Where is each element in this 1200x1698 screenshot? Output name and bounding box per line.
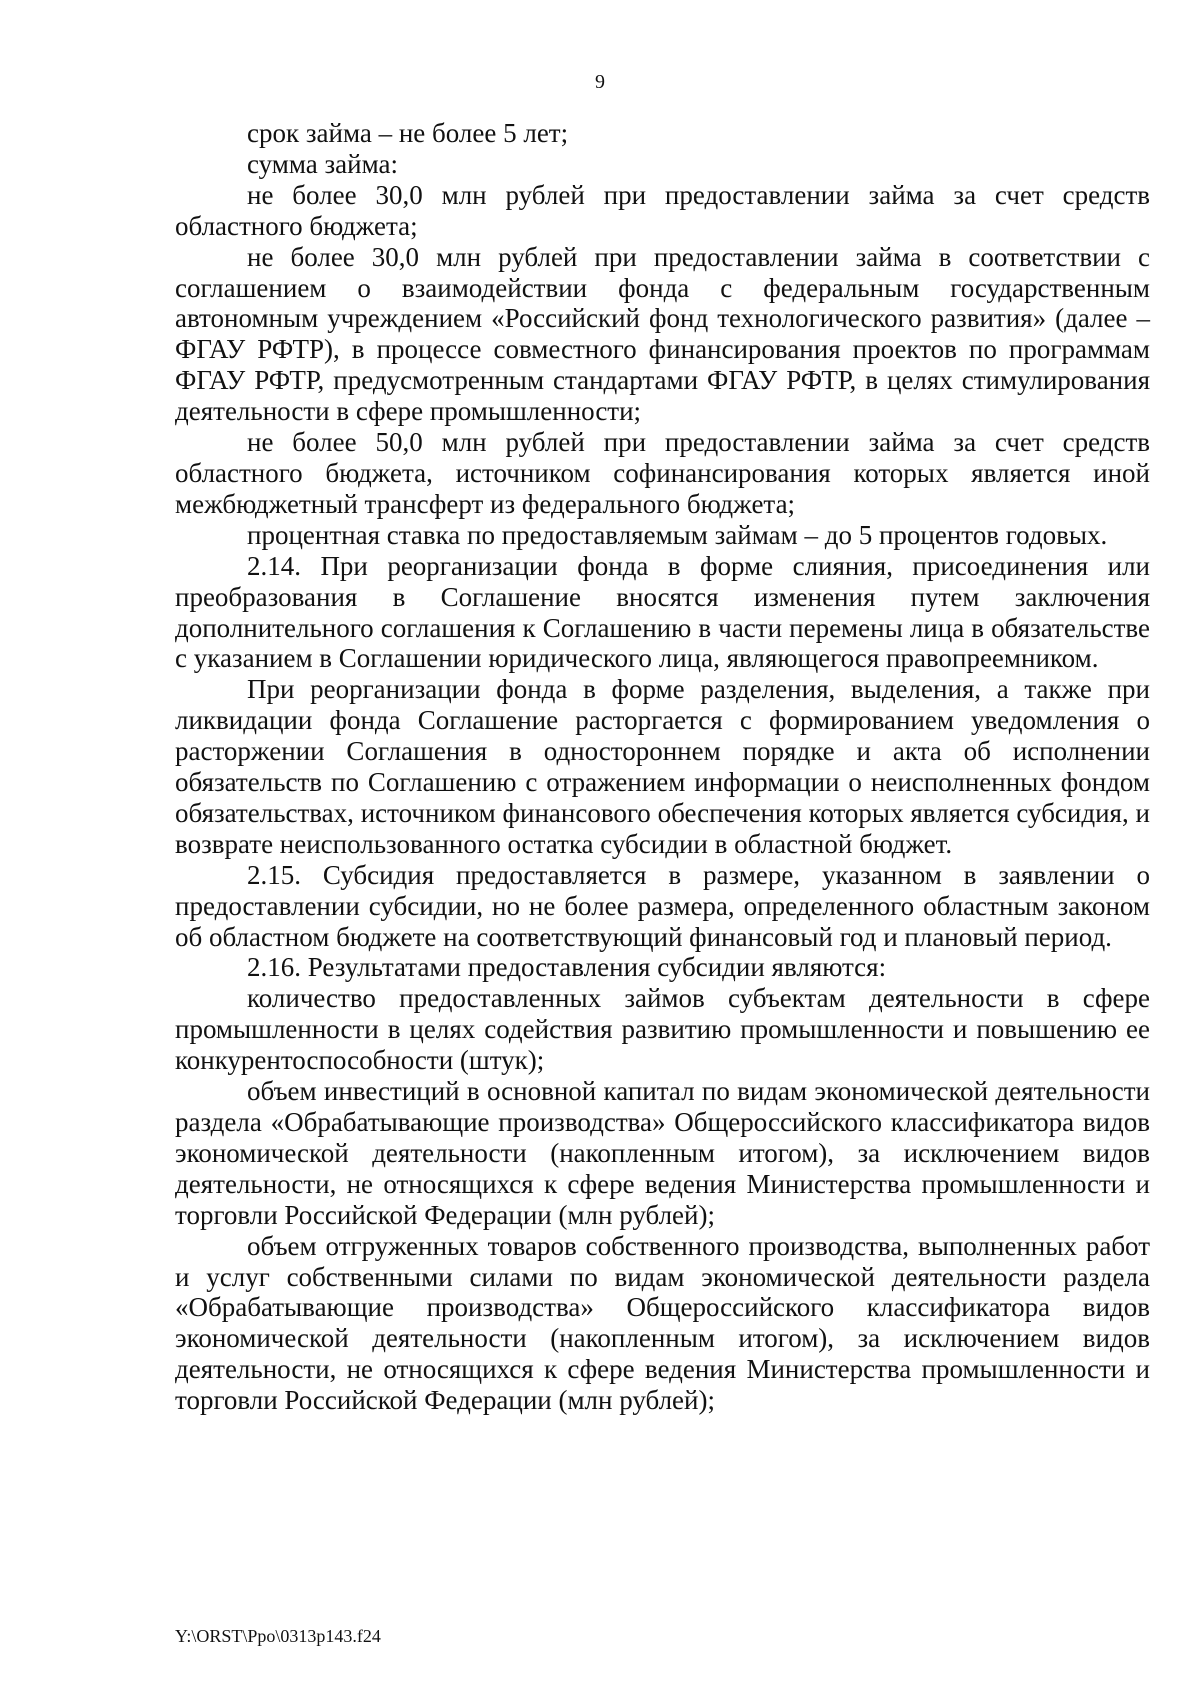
paragraph-2-16-results-heading: 2.16. Результатами предоставления субсидии являются: [247, 952, 887, 983]
paragraph-loan-term: срок займа – не более 5 лет; [247, 118, 569, 148]
paragraph-loan-amount-cofinanced: не более 50,0 млн рублей при предоставлении займа за счет средств областного бюджета, источником софинансирования которых является иной межбюджетный трансферт из федерального бюджета; [175, 427, 1150, 519]
page-number: 9 [595, 71, 605, 93]
paragraph-2-15-subsidy-amount: 2.15. Субсидия предоставляется в размере, указанном в заявлении о предоставлении субсидии, но не более размера, определенного областным законом об областном бюджете на соответствующий финансовый год и плановый период. [175, 859, 1150, 952]
file-path-footer: Y:\ORST\Ppo\0313p143.f24 [175, 1626, 381, 1646]
paragraph-loan-amount-frtr: не более 30,0 млн рублей при предоставлении займа в соответствии с соглашением о взаимодействии фонда с федеральным государственным автономным учреждением «Российский фонд технологического развития» (далее – ФГАУ РФТР), в процессе совместного финансирования проектов по программам ФГАУ РФТР, предусмотренным стандартами ФГАУ РФТР, в целях стимулирования деятельности в сфере промышленности; [175, 241, 1150, 427]
paragraph-2-14-reorganization: 2.14. При реорганизации фонда в форме слияния, присоединения или преобразования в Соглашение вносятся изменения путем заключения дополнительного соглашения к Соглашению в части перемены лица в обязательстве с указанием в Соглашении юридического лица, являющегося правопреемником. [175, 550, 1150, 674]
paragraph-loan-amount-regional: не более 30,0 млн рублей при предоставлении займа за счет средств областного бюджета; [175, 179, 1150, 241]
document-body [175, 118, 1150, 1416]
paragraph-interest-rate: процентная ставка по предоставляемым займам – до 5 процентов годовых. [247, 519, 1108, 550]
paragraph-result-loans-count: количество предоставленных займов субъектам деятельности в сфере промышленности в целях содействия развитию промышленности и повышению ее конкурентоспособности (штук); [175, 983, 1150, 1076]
paragraph-result-investment-volume: объем инвестиций в основной капитал по видам экономической деятельности раздела «Обрабатывающие производства» Общероссийского классификатора видов экономической деятельности (накопленным итогом), за исключением видов деятельности, не относящихся к сфере ведения Министерства промышленности и торговли Российской Федерации (млн рублей); [175, 1076, 1150, 1230]
paragraph-result-shipped-goods-volume: объем отгруженных товаров собственного производства, выполненных работ и услуг собственными силами по видам экономической деятельности раздела «Обрабатывающие производства» Общероссийского классификатора видов экономической деятельности (накопленным итогом), за исключением видов деятельности, не относящихся к сфере ведения Министерства промышленности и торговли Российской Федерации (млн рублей); [175, 1230, 1150, 1416]
paragraph-loan-amount-heading: сумма займа: [247, 148, 398, 179]
paragraph-reorganization-termination: При реорганизации фонда в форме разделения, выделения, а также при ликвидации фонда Соглашение расторгается с формированием уведомления о расторжении Соглашения в одностороннем порядке и акта об исполнении обязательств по Соглашению с отражением информации о неисполненных фондом обязательствах, источником финансового обеспечения которых является субсидия, и возврате неиспользованного остатка субсидии в областной бюджет. [175, 674, 1150, 859]
